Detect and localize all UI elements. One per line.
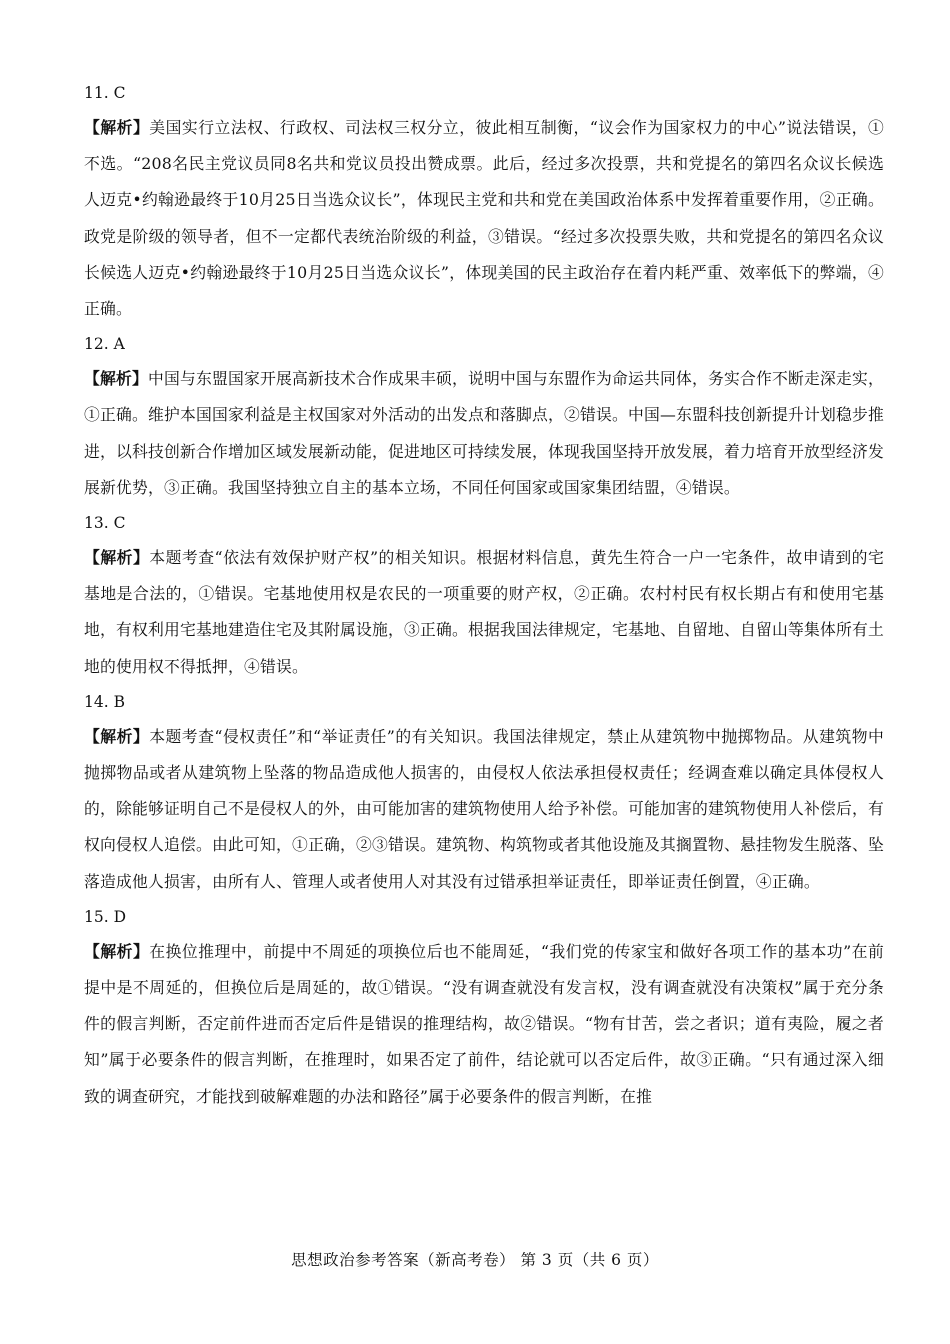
analysis-paragraph [84,361,884,506]
question-block-14 [84,685,884,900]
analysis-text: 美国实行立法权、行政权、司法权三权分立，彼此相互制衡，“议会作为国家权力的中心”说法错误，①不选。“208名民主党议员同8名共和党议员投出赞成票。此后，经过多次投票，共和党提名的第四名众议长候选人迈克•约翰逊最终于10月25日当选众议长”，体现民主党和共和党在美国政治体系中发挥着重要作用，②正确。政党是阶级的领导者，但不一定都代表统治阶级的利益，③错误。“经过多次投票失败，共和党提名的第四名众议长候选人迈克•约翰逊最终于10月25日当选众议长”，体现美国的民主政治存在着内耗严重、效率低下的弊端，④正确。 [84,118,884,319]
question-number: 13. C [84,514,126,533]
analysis-tag: 【解析】 [84,369,148,389]
analysis-paragraph [84,540,884,685]
question-number: 11. C [84,84,126,102]
analysis-tag: 【解析】 [84,941,150,961]
question-number: 12. A [84,335,125,354]
analysis-text: 在换位推理中，前提中不周延的项换位后也不能周延，“我们党的传家宝和做好各项工作的基本功”在前提中是不周延的，但换位后是周延的，故①错误。“没有调查就没有发言权，没有调查就没有决策权”属于充分条件的假言判断，否定前件进而否定后件是错误的推理结构，故②错误。“物有甘苦，尝之者识；道有夷险，履之者知”属于必要条件的假言判断，在推理时，如果否定了前件，结论就可以否定后件，故③正确。“只有通过深入细致的调查研究，才能找到破解难题的办法和路径”属于必要条件的假言判断，在推 [84,941,884,1106]
question-block-13 [84,506,884,685]
question-number: 14. B [84,692,125,711]
analysis-text: 本题考查“侵权责任”和“举证责任”的有关知识。我国法律规定，禁止从建筑物中抛掷物品。从建筑物中抛掷物品或者从建筑物上坠落的物品造成他人损害的，由侵权人依法承担侵权责任；经调查难以确定具体侵权人的，除能够证明自己不是侵权人的外，由可能加害的建筑物使用人给予补偿。可能加害的建筑物使用人补偿后，有权向侵权人追偿。由此可知，①正确，②③错误。建筑物、构筑物或者其他设施及其搁置物、悬挂物发生脱落、坠落造成他人损害，由所有人、管理人或者使用人对其没有过错承担举证责任，即举证责任倒置，④正确。 [84,726,884,891]
analysis-paragraph [84,934,884,1115]
question-block-11 [84,76,884,327]
analysis-tag: 【解析】 [84,548,150,568]
question-number: 15. D [84,907,127,926]
analysis-text: 中国与东盟国家开展高新技术合作成果丰硕，说明中国与东盟作为命运共同体，务实合作不断走深走实，①正确。维护本国国家利益是主权国家对外活动的出发点和落脚点，②错误。中国—东盟科技创新提升计划稳步推进，以科技创新合作增加区域发展新动能，促进地区可持续发展，体现我国坚持开放发展，着力培育开放型经济发展新优势，③正确。我国坚持独立自主的基本立场，不同任何国家或国家集团结盟，④错误。 [84,369,884,497]
answer-content [84,76,884,1115]
analysis-paragraph [84,719,884,900]
analysis-tag: 【解析】 [84,118,150,137]
analysis-text: 本题考查“依法有效保护财产权”的相关知识。根据材料信息，黄先生符合一户一宅条件，故申请到的宅基地是合法的，①错误。宅基地使用权是农民的一项重要的财产权，②正确。农村村民有权长期占有和使用宅基地，有权利用宅基地建造住宅及其附属设施，③正确。根据我国法律规定，宅基地、自留地、自留山等集体所有土地的使用权不得抵押，④错误。 [84,548,884,676]
question-block-15 [84,900,884,1115]
analysis-tag: 【解析】 [84,726,150,746]
page-footer: 思想政治参考答案（新高考卷） 第 3 页（共 6 页） [291,1251,659,1269]
question-block-12 [84,327,884,506]
analysis-paragraph [84,110,884,327]
